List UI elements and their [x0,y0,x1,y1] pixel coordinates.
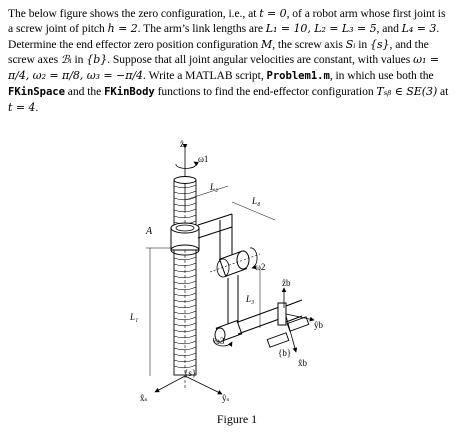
robot-arm-figure [110,140,340,405]
label-l1: L₁ [130,312,139,322]
ys-axis [185,376,222,394]
math-pitch: h = 2 [107,22,138,36]
math-omegas: π/4, ω₂ = π/8, ω₃ = −π/4 [8,68,143,82]
dim-l1 [146,248,172,376]
problem-line2: a screw joint of pitch h = 2. The arm’s link lengths are L₁ = 10, L₂ = L₃ = 5, and L₄ = 3. [8,22,440,36]
label-l4: L₄ [252,196,261,206]
label-ys: ŷₛ [222,393,230,403]
problem-line5: π/4, ω₂ = π/8, ω₃ = −π/4. Write a MATLAB script, Problem1.m, in which use both the [8,68,434,82]
code-fkinspace: FKinSpace [8,86,65,99]
label-l3: L₃ [246,294,255,304]
math-Si: Sᵢ [345,37,356,51]
math-Bi: ℬᵢ [60,53,72,67]
label-l2: L₂ [210,182,219,192]
problem-line6: FKinSpace and the FKinBody functions to find the end-effector configuration Tₛᵦ ∈ SE(3) at [8,85,449,99]
label-a: A [146,226,153,237]
link-l3 [228,275,238,328]
math-L4: L₄ = 3 [401,22,437,36]
xs-axis [155,376,185,392]
dim-l2 [185,186,228,200]
label-xb: x̂b [298,358,307,368]
code-fkinbody: FKinBody [104,86,155,99]
label-s-frame: {s} [184,368,197,378]
robot-arm-diagram [110,140,340,405]
figure-caption: Figure 1 [216,412,258,426]
math-M: M [260,37,273,51]
problem-line1: The below figure shows the zero configuration, i.e., at t = 0, of a robot arm whose first joint is [8,7,446,20]
label-b-frame: {b} [278,348,292,358]
problem-line4: screw axes ℬᵢ in {b}. Suppose that all joint angular velocities are constant, with values ω₁ = [8,53,439,67]
problem-line3: Determine the end effector zero position configuration M, the screw axis Sᵢ in {s}, and the [8,37,429,51]
collar-a [171,223,199,255]
math-link-lengths: L₁ = 10, L₂ = L₃ = 5 [265,22,377,36]
math-t0: t = 0 [259,7,287,20]
math-t4: t = 4 [8,101,36,115]
math-w1-lhs: ω₁ = [413,53,439,67]
code-problem1: Problem1.m [266,69,330,82]
math-s-frame: {s} [370,37,390,51]
problem-statement [8,6,466,116]
label-zb: ẑb [282,278,291,288]
omega1-arrow [176,162,196,168]
label-omega3: ω3 [214,336,225,346]
label-omega1: ω1 [198,154,209,164]
math-Tsb: Tₛᵦ ∈ SE(3) [376,85,438,99]
label-yb: ŷb [314,320,323,330]
link-l2 [198,214,232,238]
label-xs: x̂ₛ [140,393,148,403]
math-b-frame: {b} [86,53,108,67]
label-zs: ẑₛ [180,140,188,149]
label-omega2: ω2 [255,262,266,272]
problem-line7: t = 4. [8,101,39,115]
